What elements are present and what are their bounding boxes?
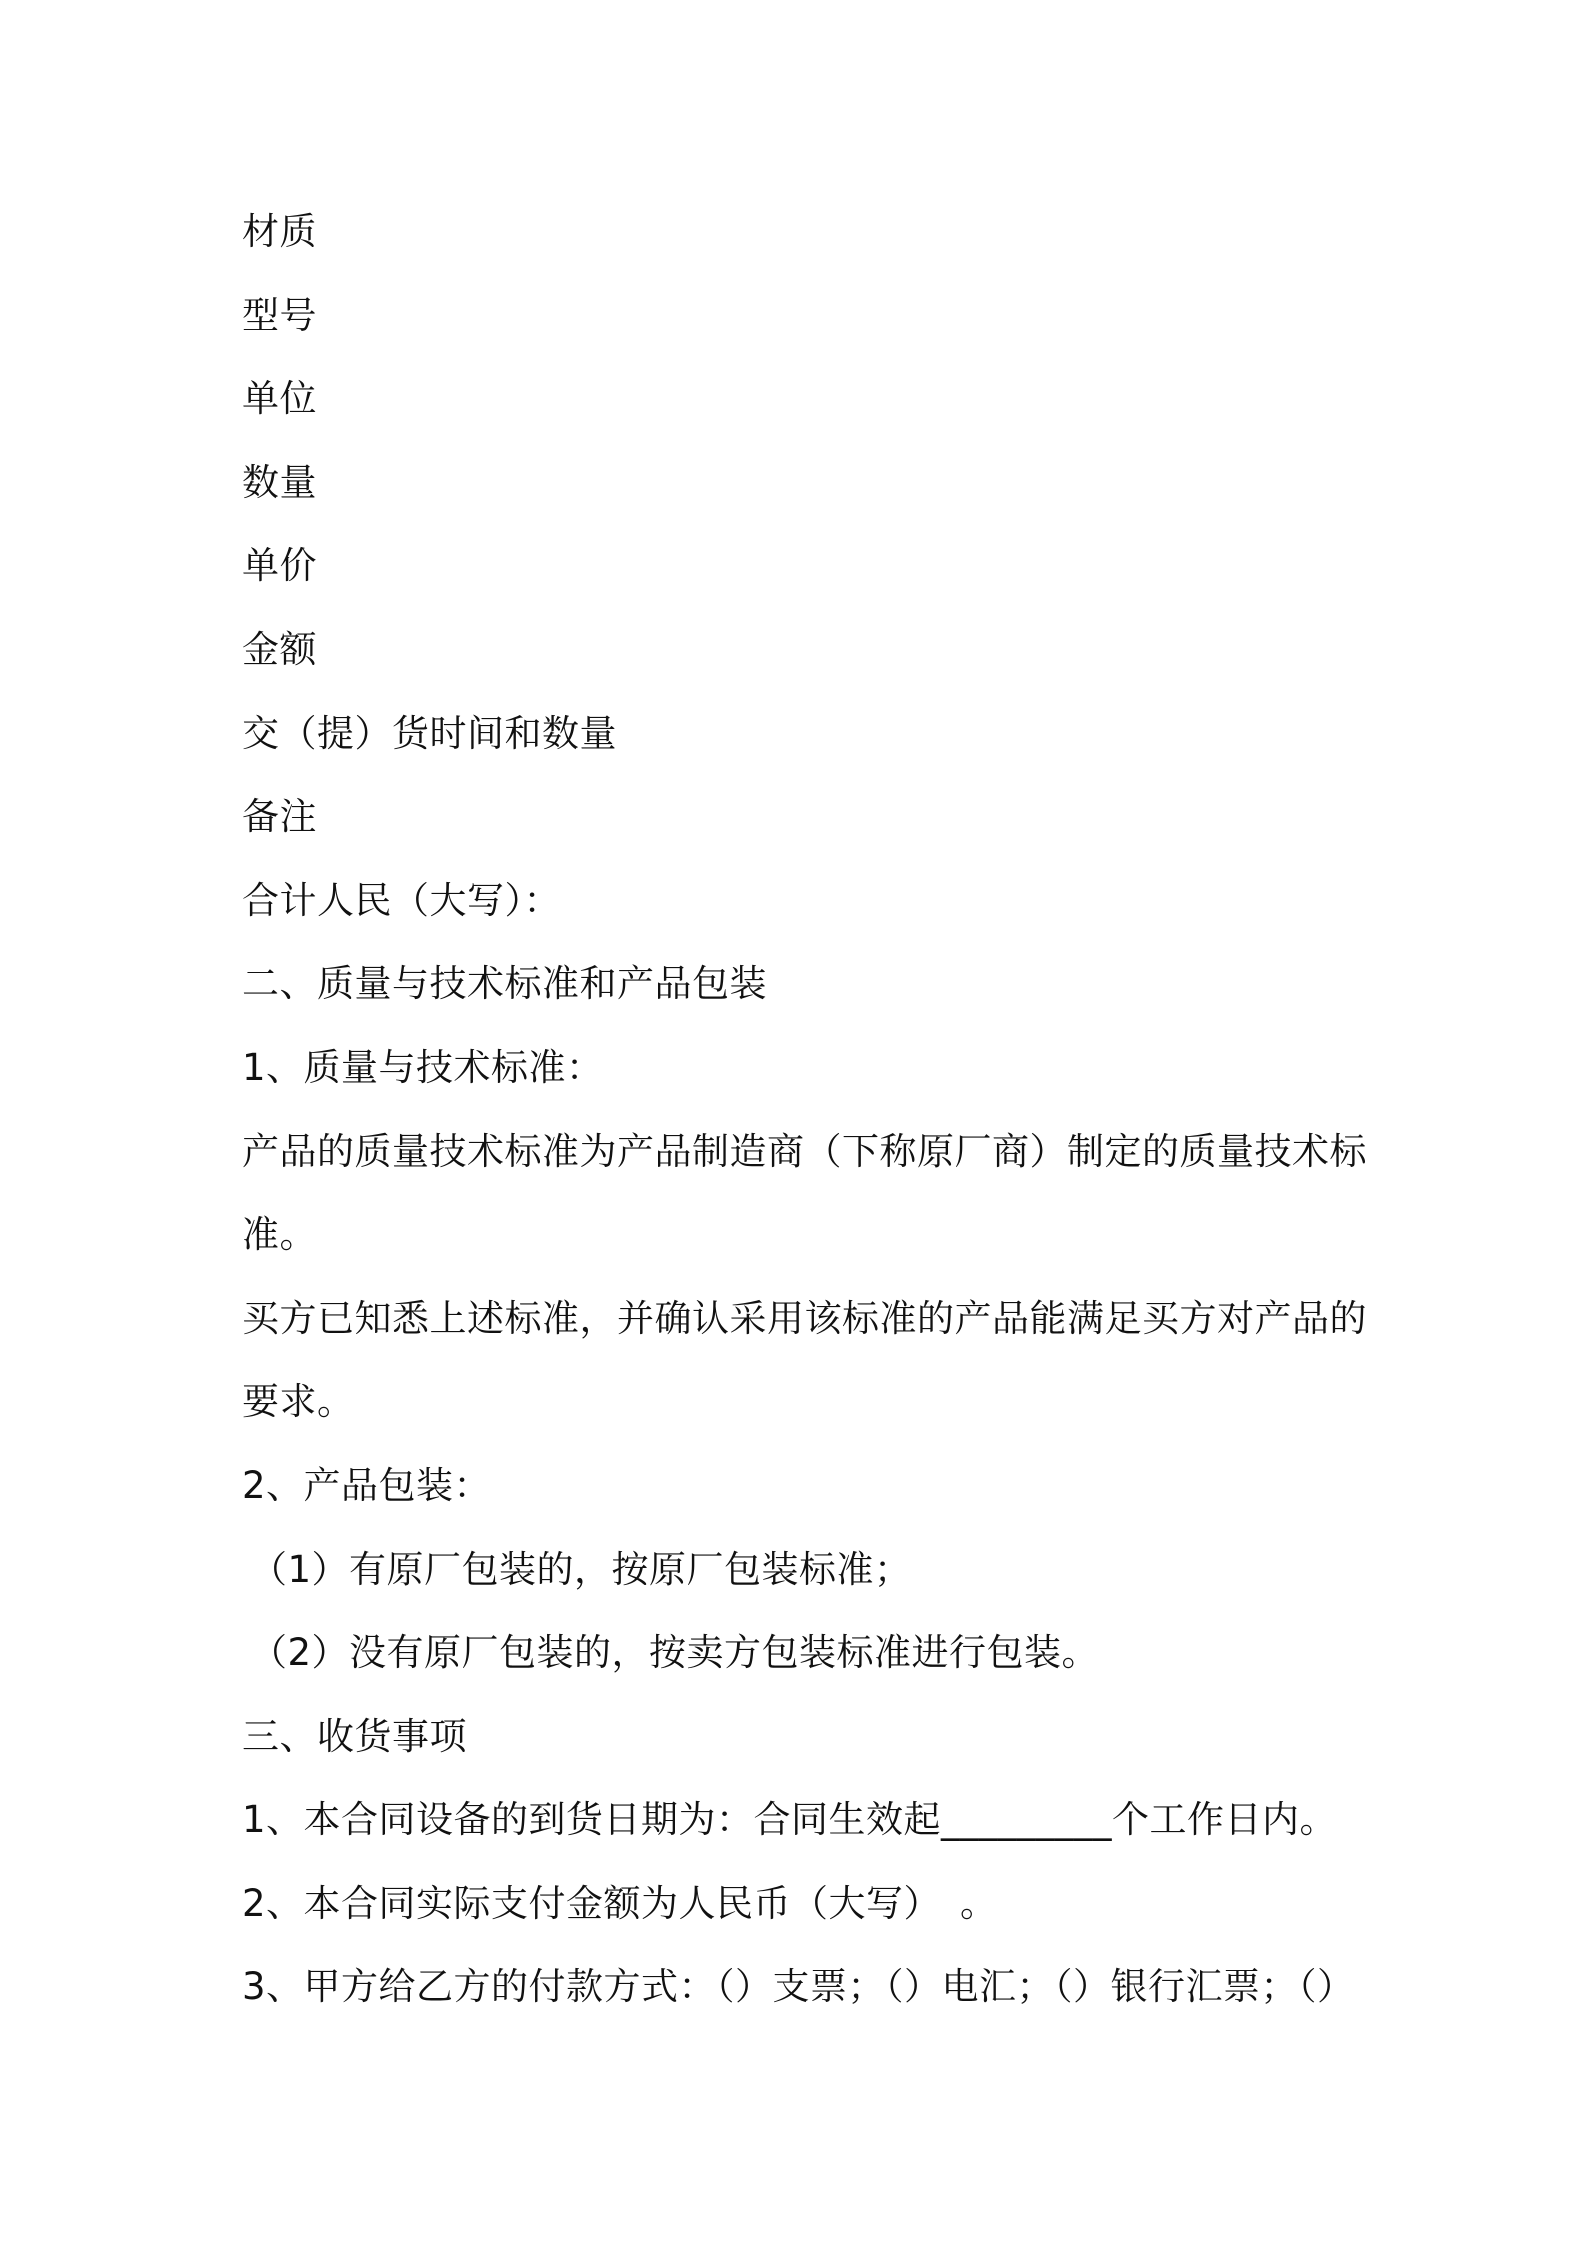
document-body <box>242 190 1372 2029</box>
subheading-quality-standard: 1、质量与技术标准： <box>242 1045 604 1089</box>
paragraph-quality-standard-2: 准。 <box>242 1213 317 1257</box>
text-line-quantity: 数量 <box>242 460 317 504</box>
text-line-amount: 金额 <box>242 627 317 671</box>
paragraph-buyer-acknowledgement-1: 买方已知悉上述标准，并确认采用该标准的产品能满足买方对产品的 <box>242 1296 1367 1340</box>
text-line-material: 材质 <box>242 210 317 253</box>
clause-payment-method: 3、甲方给乙方的付款方式：（）支票；（）电汇；（）银行汇票；（） <box>242 1965 1355 2009</box>
text-line-model: 型号 <box>242 293 317 337</box>
list-item-packaging-1: （1）有原厂包装的，按原厂包装标准； <box>250 1547 912 1591</box>
paragraph-quality-standard-1: 产品的质量技术标准为产品制造商（下称原厂商）制定的质量技术标 <box>242 1129 1367 1173</box>
clause-payment-amount: 2、本合同实际支付金额为人民币（大写） 。 <box>242 1881 998 1925</box>
text-line-unit-price: 单价 <box>242 544 317 588</box>
clause-delivery-date: 1、本合同设备的到货日期为：合同生效起_________个工作日内。 <box>242 1798 1338 1842</box>
text-line-remarks: 备注 <box>242 795 317 839</box>
text-line-delivery-time: 交（提）货时间和数量 <box>242 711 617 755</box>
subheading-packaging: 2、产品包装： <box>242 1463 492 1507</box>
text-line-total: 合计人民（大写）： <box>242 878 561 922</box>
list-item-packaging-2: （2）没有原厂包装的，按卖方包装标准进行包装。 <box>250 1631 1100 1675</box>
section-heading-2: 二、质量与技术标准和产品包装 <box>242 962 767 1006</box>
paragraph-buyer-acknowledgement-2: 要求。 <box>242 1380 355 1424</box>
text-line-unit: 单位 <box>242 377 317 421</box>
section-heading-3: 三、收货事项 <box>242 1714 467 1758</box>
